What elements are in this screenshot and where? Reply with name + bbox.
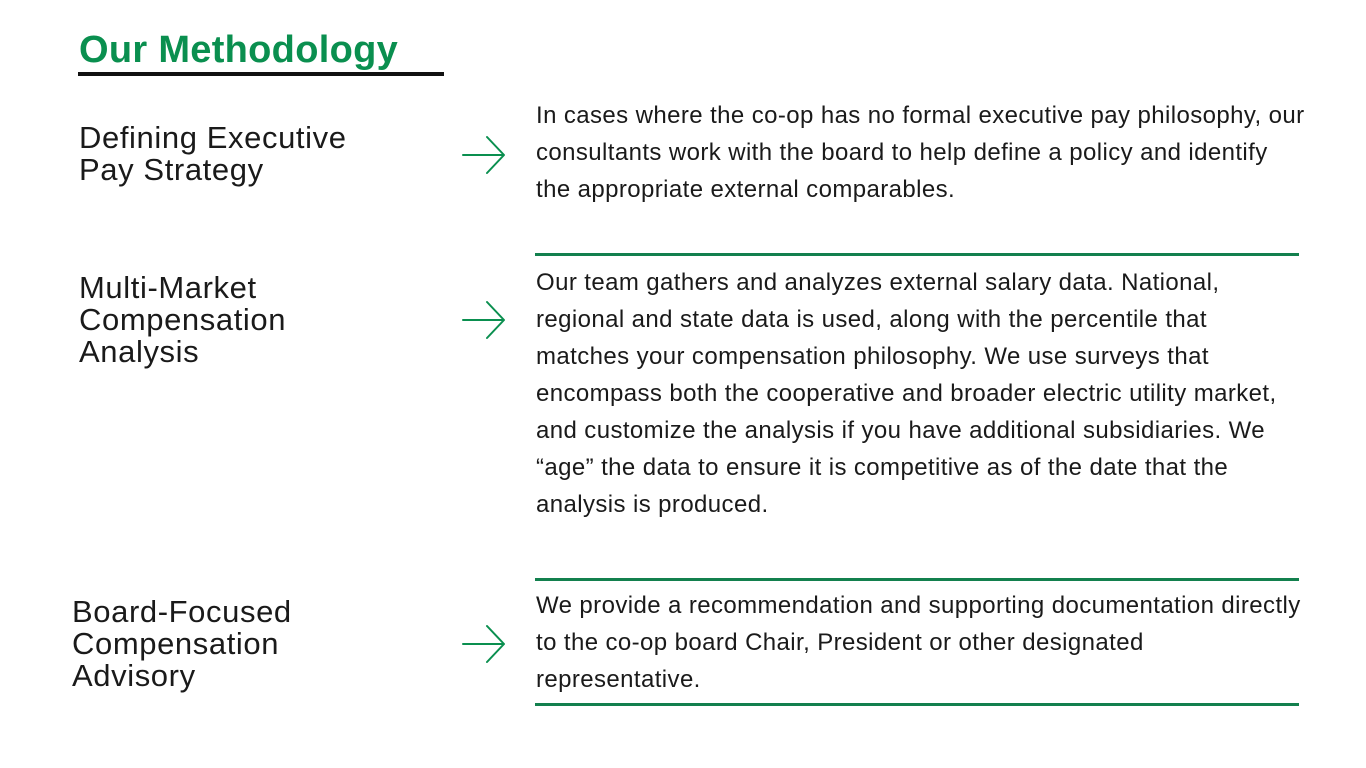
section-description: We provide a recommendation and supporting documentation directly to the co-op board Chair, President or other designated representative. — [536, 592, 1301, 693]
section-label-board-focused-advisory — [72, 596, 292, 692]
section-label-line: Analysis — [79, 334, 200, 369]
title-underline — [78, 72, 444, 76]
section-divider — [535, 703, 1299, 706]
page-title: Our Methodology — [79, 29, 399, 71]
section-divider — [535, 253, 1299, 256]
section-label-line: Defining Executive — [79, 120, 347, 155]
arrow-right-icon — [461, 298, 507, 342]
section-label-line: Compensation — [72, 626, 280, 661]
arrow-right-icon — [461, 622, 507, 666]
section-divider — [535, 578, 1299, 581]
section-label-line: Compensation — [79, 302, 287, 337]
section-label-multi-market-analysis — [79, 272, 286, 368]
arrow-right-icon — [461, 133, 507, 177]
section-description: Our team gathers and analyzes external salary data. National, regional and state data is used, along with the percentile that matches your compensation philosophy. We use surveys that encompass both the cooperative and broader electric utility market, and customize the analysis if you have additional subsidiaries. We “age” the data to ensure it is competitive as of the date that the analysis is produced. — [536, 269, 1277, 518]
section-label-line: Board-Focused — [72, 594, 292, 629]
section-label-line: Multi-Market — [79, 270, 257, 305]
section-description: In cases where the co-op has no formal executive pay philosophy, our consultants work with the board to help define a policy and identify the appropriate external comparables. — [536, 102, 1305, 203]
section-label-line: Pay Strategy — [79, 152, 264, 187]
section-label-line: Advisory — [72, 658, 196, 693]
section-label-executive-pay-strategy — [79, 122, 347, 186]
